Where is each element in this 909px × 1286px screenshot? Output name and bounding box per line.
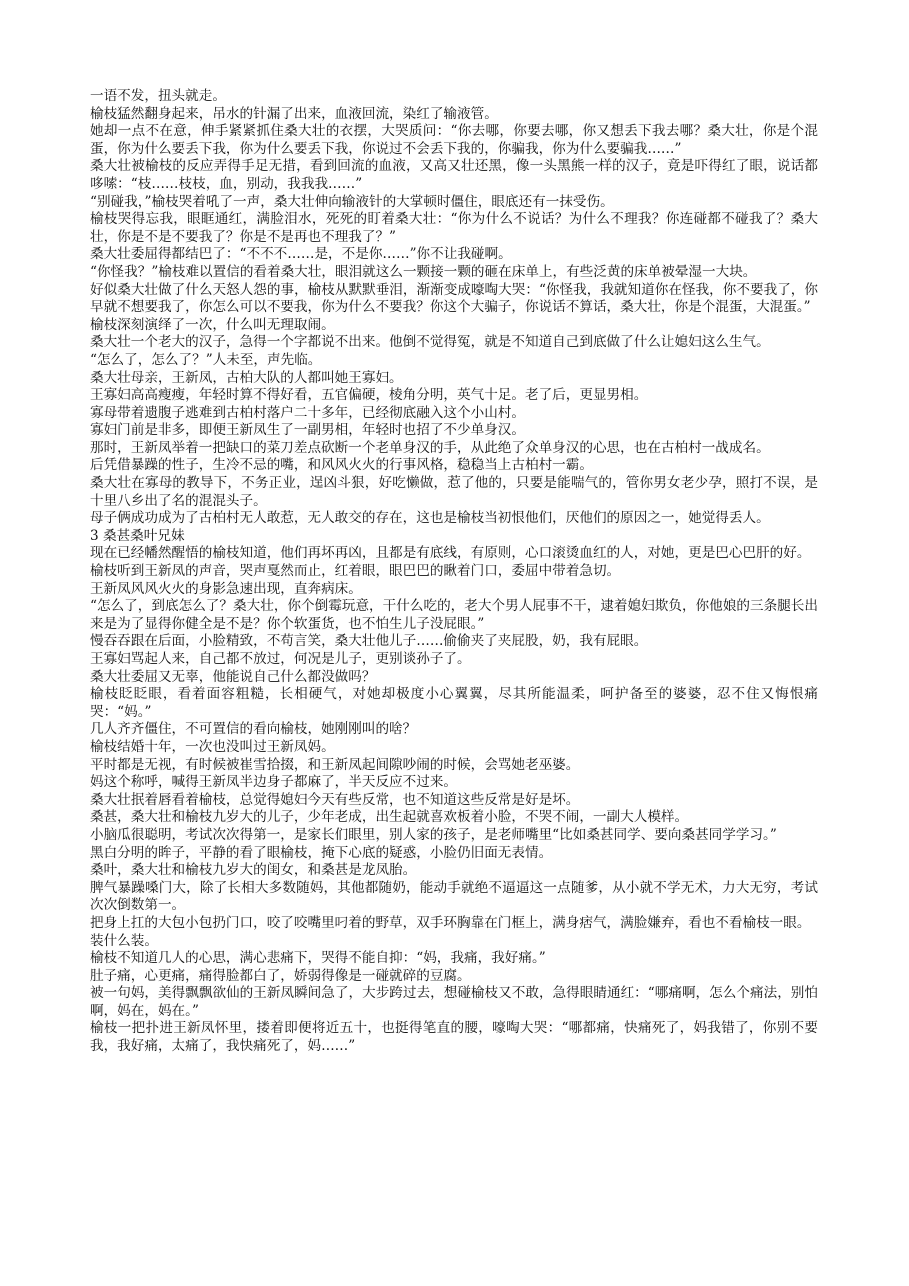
- paragraph: 脾气暴躁嗓门大，除了长相大多数随妈，其他都随奶，能动手就绝不逼逼这一点随爹，从小就不学无术，力大无穷，考试次次倒数第一。: [90, 879, 818, 914]
- paragraph: “你怪我？”榆枝难以置信的看着桑大壮，眼泪就这么一颗接一颗的砸在床单上，有些泛黄的床单被晕湿一大块。: [90, 263, 757, 280]
- paragraph: 肚子痛，心更痛，痛得脸都白了，娇弱得像是一碰就碎的豆腐。: [90, 967, 471, 984]
- paragraph: 现在已经幡然醒悟的榆枝知道，他们再坏再凶，且都是有底线，有原则，心口滚烫血红的人，对她，更是巴心巴肝的好。: [90, 545, 811, 562]
- paragraph: 那时，王新凤举着一把缺口的菜刀差点砍断一个老单身汉的手，从此绝了众单身汉的心思，也在古柏村一战成名。: [90, 439, 770, 456]
- paragraph: 她却一点不在意，伸手紧紧抓住桑大壮的衣摆，大哭质问：“你去哪，你要去哪，你又想丢下我去哪？桑大壮，你是个混蛋，你为什么要丢下我，你为什么要丢下我，你说过不会丢下我的，你骗我，你为什么要骗我……”: [90, 123, 818, 157]
- paragraph: 榆枝一把扑进王新凤怀里，搂着即便将近五十，也挺得笔直的腰，嚎啕大哭：“哪都痛，快痛死了，妈我错了，你别不要我，我好痛，太痛了，我快痛死了，妈……”: [90, 1020, 818, 1055]
- paragraph: 妈这个称呼，喊得王新凤半边身子都麻了，半天反应不过来。: [90, 774, 458, 791]
- paragraph: 装什么装。: [90, 932, 158, 949]
- paragraph: 桑大壮一个老大的汉子，急得一个字都说不出来。他倒不觉得冤，就是不知道自己到底做了什么让媳妇这么生气。: [90, 334, 770, 351]
- paragraph: 桑大壮委屈得都结巴了：“不不不……是，不是你……”你不让我碰啊。: [90, 246, 512, 263]
- paragraph: 寡妇门前是非多，即便王新凤生了一副男相，年轻时也招了不少单身汉。: [90, 422, 525, 439]
- paragraph: 桑大壮被榆枝的反应弄得手足无措，看到回流的血液，又高又壮还黑，像一头黑熊一样的汉子，竟是吓得红了眼，说话都哆嗦：“枝……枝枝，血，别动，我我我……”: [90, 158, 818, 192]
- section-heading: 3 桑甚桑叶兄妹: [90, 527, 185, 544]
- paragraph: 榆枝不知道几人的心思，满心悲痛下，哭得不能自抑：“妈，我痛，我好痛。”: [90, 950, 546, 967]
- paragraph: 母子俩成功成为了古柏村无人敢惹，无人敢交的存在，这也是榆枝当初恨他们，厌他们的原因之一，她觉得丢人。: [90, 510, 770, 527]
- paragraph: 一语不发，扭头就走。: [90, 88, 226, 104]
- paragraph: 把身上扛的大包小包扔门口，咬了咬嘴里叼着的野草，双手环胸靠在门框上，满身痞气，满脸嫌弃，看也不看榆枝一眼。: [90, 914, 811, 931]
- paragraph: 桑大壮抿着唇看着榆枝，总觉得媳妇今天有些反常，也不知道这些反常是好是坏。: [90, 791, 580, 808]
- paragraph: 榆枝猛然翻身起来，吊水的针漏了出来，血液回流，染红了输液管。: [90, 105, 498, 122]
- paragraph: 榆枝听到王新凤的声音，哭声戛然而止，红着眼，眼巴巴的瞅着门口，委屈中带着急切。: [90, 563, 621, 580]
- paragraph: “别碰我，”榆枝哭着吼了一声，桑大壮伸向输液针的大掌顿时僵住，眼底还有一抹受伤。: [90, 193, 614, 210]
- paragraph: 桑甚，桑大壮和榆枝九岁大的儿子，少年老成，出生起就喜欢板着小脸，不哭不闹，一副大人模样。: [90, 809, 689, 826]
- paragraph: 王寡妇骂起人来，自己都不放过，何况是儿子，更别谈孙子了。: [90, 651, 471, 667]
- paragraph: 榆枝眨眨眼，看着面容粗糙，长相硬气，对她却极度小心翼翼，尽其所能温柔，呵护备至的婆婆，忍不住又悔恨痛哭：“妈。”: [90, 686, 818, 720]
- paragraph: 榆枝哭得忘我，眼眶通红，满脸泪水，死死的盯着桑大壮：“你为什么不说话？为什么不理我？你连碰都不碰我了？桑大壮，你是不是不要我了？你是不是再也不理我了？”: [90, 211, 818, 245]
- document-page: [90, 88, 818, 1056]
- paragraph: 王寡妇高高瘦瘦，年轻时算不得好看，五官偏硬，棱角分明，英气十足。老了后，更显男相。: [90, 387, 648, 404]
- paragraph: 桑叶，桑大壮和榆枝九岁大的闺女，和桑甚是龙凤胎。: [90, 862, 417, 879]
- paragraph: 小脑瓜很聪明，考试次次得第一，是家长们眼里，别人家的孩子，是老师嘴里“比如桑甚同学、要向桑甚同学学习。”: [90, 826, 777, 843]
- paragraph: 平时都是无视，有时候被崔雪拾掇，和王新凤起间隙吵闹的时候，会骂她老巫婆。: [90, 756, 580, 773]
- paragraph: 慢吞吞跟在后面，小脸精致，不苟言笑，桑大壮他儿子……偷偷夹了夹屁股，奶，我有屁眼。: [90, 633, 648, 650]
- paragraph: 桑大壮母亲，王新凤，古柏大队的人都叫她王寡妇。: [90, 369, 403, 386]
- paragraph: 寡母带着遗腹子逃难到古柏村落户二十多年，已经彻底融入这个小山村。: [90, 404, 525, 421]
- paragraph: 后凭借暴躁的性子，生冷不忌的嘴，和风风火火的行事风格，稳稳当上古柏村一霸。: [90, 457, 593, 474]
- paragraph: 桑大壮委屈又无辜，他能说自己什么都没做吗？: [90, 668, 376, 685]
- paragraph: 王新凤风风火火的身影急速出现，直奔病床。: [90, 580, 362, 597]
- paragraph: 榆枝结婚十年，一次也没叫过王新凤妈。: [90, 738, 335, 755]
- paragraph: “怎么了，到底怎么了？桑大壮，你个倒霉玩意，干什么吃的，老大个男人屁事不干，逮着媳妇欺负，你他娘的三条腿长出来是为了显得你健全是不是？你个软蛋货，也不怕生儿子没屁眼。”: [90, 598, 818, 632]
- paragraph: 黑白分明的眸子，平静的看了眼榆枝，掩下心底的疑惑，小脸仍旧面无表情。: [90, 844, 553, 861]
- paragraph: “怎么了，怎么了？”人未至，声先临。: [90, 351, 322, 368]
- paragraph: 好似桑大壮做了什么天怒人怨的事，榆枝从默默垂泪，渐渐变成嚎啕大哭：“你怪我，我就知道你在怪我，你不要我了，你早就不想要我了，你怎么可以不要我，你为什么不要我？你这个大骗子，你说话不算话，桑大壮，你是个混蛋，大混蛋。”: [90, 281, 818, 316]
- paragraph: 榆枝深刻演绎了一次，什么叫无理取闹。: [90, 316, 335, 333]
- paragraph: 被一句妈，美得飘飘欲仙的王新凤瞬间急了，大步跨过去，想碰榆枝又不敢，急得眼睛通红：“哪痛啊，怎么个痛法，别怕啊，妈在，妈在。”: [90, 985, 818, 1019]
- paragraph: 桑大壮在寡母的教导下，不务正业，逞凶斗狠，好吃懒做，惹了他的，只要是能喘气的，管你男女老少孕，照打不误，是十里八乡出了名的混混头子。: [90, 475, 818, 509]
- paragraph: 几人齐齐僵住，不可置信的看向榆枝，她刚刚叫的啥？: [90, 721, 417, 738]
